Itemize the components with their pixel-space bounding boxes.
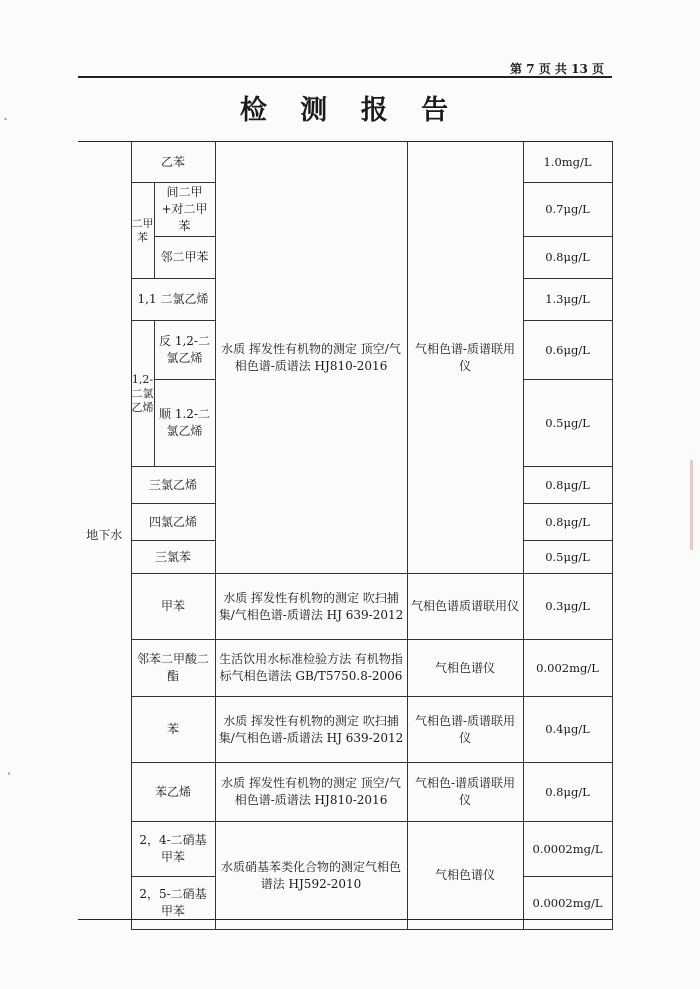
- table-row: [78, 697, 612, 763]
- method-instrument: 气相色谱-质谱联用仪: [407, 142, 523, 574]
- report-table: [78, 141, 613, 930]
- method-instrument: 气相色谱仪: [407, 822, 523, 930]
- bottom-rule: [78, 919, 612, 920]
- detection-limit: 0.8μg/L: [523, 467, 612, 504]
- detection-limit: 0.5μg/L: [523, 541, 612, 574]
- detection-limit: 0.3μg/L: [523, 574, 612, 640]
- detection-limit: 0.002mg/L: [523, 640, 612, 697]
- detection-limit: 0.7μg/L: [523, 183, 612, 237]
- item-name: 四氯乙烯: [131, 504, 215, 541]
- method-instrument: 气相色谱仪: [407, 640, 523, 697]
- detection-limit: 0.6μg/L: [523, 321, 612, 380]
- item-name: 反 1,2-二氯乙烯: [154, 321, 215, 380]
- method-standard: 水质 挥发性有机物的测定 顶空/气相色谱-质谱法 HJ810-2016: [215, 142, 407, 574]
- item-name: 邻苯二甲酸二酯: [131, 640, 215, 697]
- method-instrument: 气相色谱质谱联用仪: [407, 574, 523, 640]
- detection-limit: 0.8μg/L: [523, 237, 612, 279]
- detection-limit: 1.3μg/L: [523, 279, 612, 321]
- item-name: 1,1 二氯乙烯: [131, 279, 215, 321]
- header-rule: [78, 76, 612, 78]
- detection-limit: 0.0002mg/L: [523, 822, 612, 877]
- detection-limit: 0.8μg/L: [523, 763, 612, 822]
- method-instrument: 气相色谱-质谱联用仪: [407, 697, 523, 763]
- detection-limit: 1.0mg/L: [523, 142, 612, 183]
- table-row: [78, 763, 612, 822]
- group-label: 1,2-二氯乙烯: [131, 321, 154, 467]
- method-instrument: 气相色-谱质谱联用仪: [407, 763, 523, 822]
- group-label: 二甲苯: [131, 183, 154, 279]
- detection-limit: 0.0002mg/L: [523, 877, 612, 930]
- item-name: 三氯乙烯: [131, 467, 215, 504]
- item-name: 乙苯: [131, 142, 215, 183]
- report-title: 检 测 报 告: [239, 95, 461, 126]
- method-standard: 水质硝基苯类化合物的测定气相色谱法 HJ592-2010: [215, 822, 407, 930]
- table-row: [78, 574, 612, 640]
- item-name: 三氯苯: [131, 541, 215, 574]
- table-row: [78, 142, 612, 183]
- sample-category: 地下水: [78, 142, 131, 930]
- item-name: 2，5-二硝基甲苯: [131, 877, 215, 930]
- detection-limit: 0.8μg/L: [523, 504, 612, 541]
- detection-limit: 0.5μg/L: [523, 380, 612, 467]
- method-standard: 水质 挥发性有机物的测定 顶空/气相色谱-质谱法 HJ810-2016: [215, 763, 407, 822]
- method-standard: 生活饮用水标准检验方法 有机物指标气相色谱法 GB/T5750.8-2006: [215, 640, 407, 697]
- scan-speck: [4, 118, 7, 120]
- method-standard: 水质 挥发性有机物的测定 吹扫捕集/气相色谱-质谱法 HJ 639-2012: [215, 697, 407, 763]
- item-name: 甲苯: [131, 574, 215, 640]
- scan-edge: [690, 460, 693, 550]
- scan-speck: [8, 772, 10, 775]
- item-name: 邻二甲苯: [154, 237, 215, 279]
- method-standard: 水质 挥发性有机物的测定 吹扫捕集/气相色谱-质谱法 HJ 639-2012: [215, 574, 407, 640]
- item-name: 间二甲+对二甲苯: [154, 183, 215, 237]
- item-name: 苯: [131, 697, 215, 763]
- page-number: 第 7 页 共 13 页: [510, 62, 604, 76]
- table-row: [78, 640, 612, 697]
- item-name: 2，4-二硝基甲苯: [131, 822, 215, 877]
- item-name: 顺 1.2-二氯乙烯: [154, 380, 215, 467]
- table-row: [78, 822, 612, 877]
- item-name: 苯乙烯: [131, 763, 215, 822]
- detection-limit: 0.4μg/L: [523, 697, 612, 763]
